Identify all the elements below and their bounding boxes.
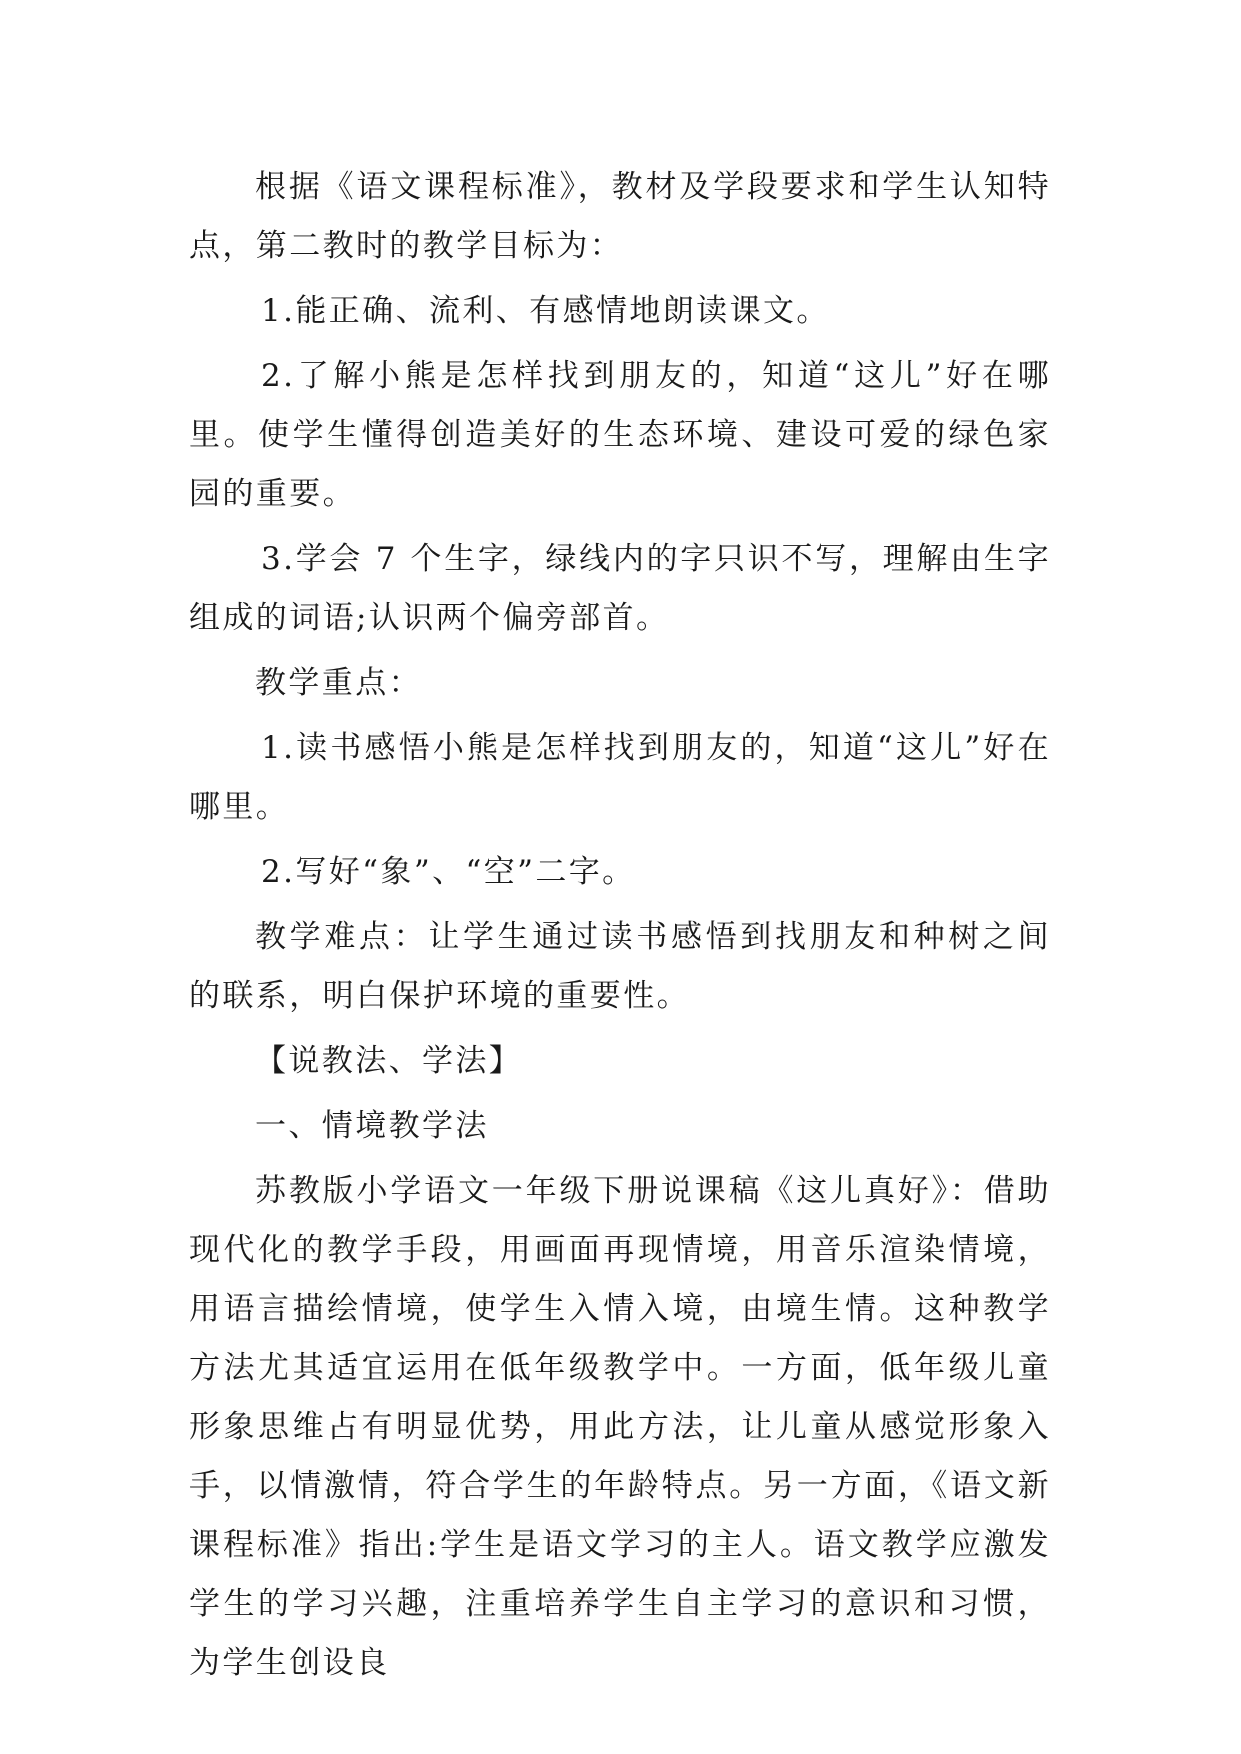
subheading-situational-method: 一、情境教学法: [255, 1108, 489, 1144]
paragraph-goal-2: 2.了解小熊是怎样找到朋友的，知道“这儿”好在哪里。使学生懂得创造美好的生态环境、建设可爱的绿色家园的重要。: [189, 358, 1051, 512]
paragraph-goal-3: 3.学会 7 个生字，绿线内的字只识不写，理解由生字组成的词语;认识两个偏旁部首。: [189, 541, 1051, 636]
paragraph-difficulty: 教学难点：让学生通过读书感悟到找朋友和种树之间的联系，明白保护环境的重要性。: [189, 919, 1051, 1014]
paragraph-key-point-2: 2.写好“象”、“空”二字。: [261, 854, 636, 890]
paragraph-method-description: 苏教版小学语文一年级下册说课稿《这儿真好》：借助现代化的教学手段，用画面再现情境，用音乐渲染情境，用语言描绘情境，使学生入情入境，由境生情。这种教学方法尤其适宜运用在低年级教学中。一方面，低年级儿童形象思维占有明显优势，用此方法，让儿童从感觉形象入手，以情激情，符合学生的年龄特点。另一方面，《语文新课程标准》指出:学生是语文学习的主人。语文教学应激发学生的学习兴趣，注重培养学生自主学习的意识和习惯，为学生创设良: [189, 1173, 1051, 1681]
document-body: [189, 158, 1051, 1693]
paragraph-key-point-1: 1.读书感悟小熊是怎样找到朋友的，知道“这儿”好在哪里。: [189, 730, 1051, 825]
heading-key-points: 教学重点：: [255, 665, 422, 701]
paragraph-goal-1: 1.能正确、流利、有感情地朗读课文。: [261, 293, 830, 329]
section-heading-methods: 【说教法、学法】: [255, 1043, 523, 1079]
paragraph-intro: 根据《语文课程标准》，教材及学段要求和学生认知特点，第二教时的教学目标为：: [189, 169, 1051, 264]
